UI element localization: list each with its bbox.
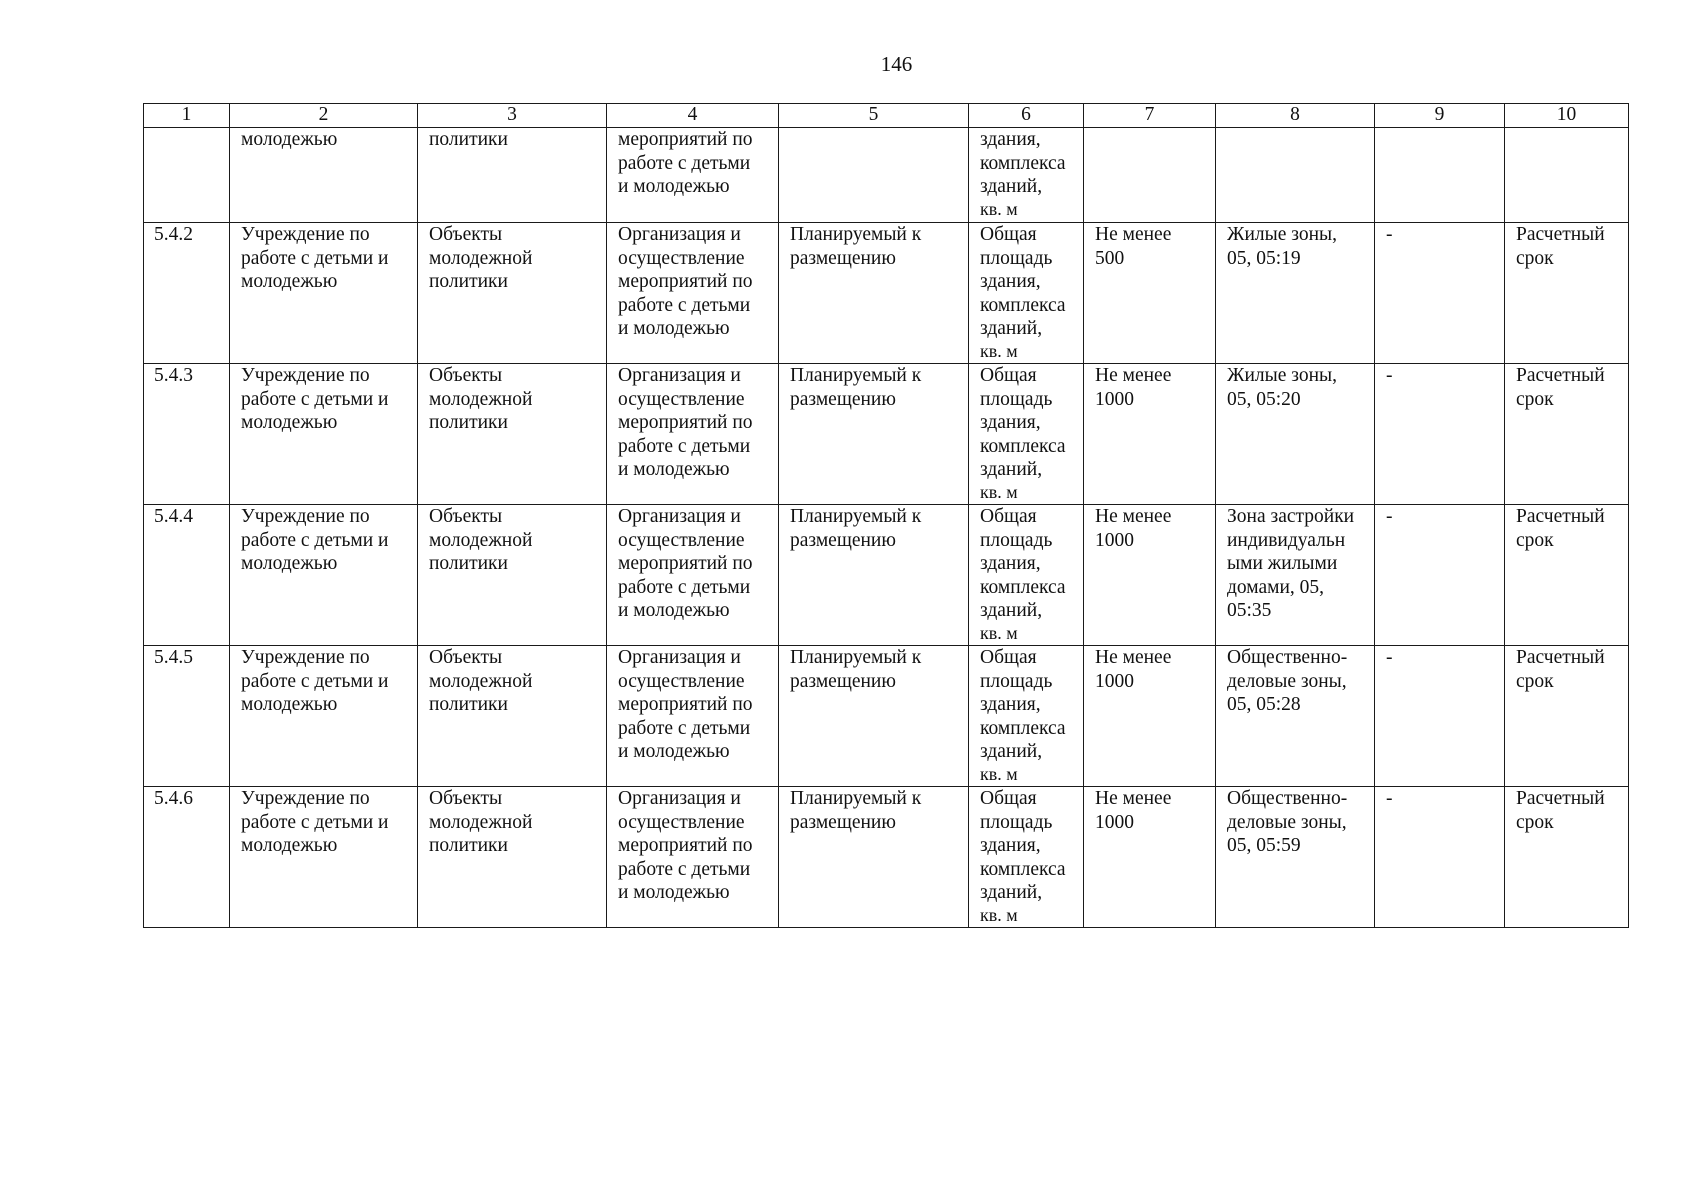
table-cell: Организация и осуществление мероприятий по работе с детьми и молодежью: [607, 646, 779, 787]
table-cell: политики: [418, 128, 607, 223]
table-cell: здания, комплекса зданий, кв. м: [969, 128, 1084, 223]
table-cell: 5.4.3: [144, 364, 230, 505]
column-header: 3: [418, 104, 607, 128]
table-cell: Объекты молодежной политики: [418, 787, 607, 928]
table-row: [144, 364, 1629, 505]
table-row: [144, 787, 1629, 928]
table-cell: Не менее 1000: [1084, 787, 1216, 928]
table-cell: Расчетный срок: [1505, 505, 1629, 646]
table-cell: Расчетный срок: [1505, 646, 1629, 787]
column-header: 7: [1084, 104, 1216, 128]
table-cell: Общественно- деловые зоны, 05, 05:28: [1216, 646, 1375, 787]
table-cell: Зона застройки индивидуальн ыми жилыми домами, 05, 05:35: [1216, 505, 1375, 646]
table-cell: Объекты молодежной политики: [418, 646, 607, 787]
table-row: [144, 646, 1629, 787]
page-number: 146: [880, 52, 913, 76]
column-header: 1: [144, 104, 230, 128]
table-cell: Организация и осуществление мероприятий по работе с детьми и молодежью: [607, 223, 779, 364]
table-cell: Жилые зоны, 05, 05:20: [1216, 364, 1375, 505]
table-cell: Учреждение по работе с детьми и молодежью: [230, 646, 418, 787]
area-unit: кв. м: [980, 622, 1018, 643]
table-cell: Объекты молодежной политики: [418, 223, 607, 364]
table-row: [144, 223, 1629, 364]
table-cell: -: [1375, 505, 1505, 646]
table-cell: -: [1375, 223, 1505, 364]
table-cell: Общая площадь здания, комплекса зданий, кв. м: [969, 646, 1084, 787]
table-cell: Расчетный срок: [1505, 223, 1629, 364]
table-cell: Общая площадь здания, комплекса зданий, кв. м: [969, 223, 1084, 364]
table-cell: [1505, 128, 1629, 223]
table-cell: Организация и осуществление мероприятий по работе с детьми и молодежью: [607, 787, 779, 928]
column-header: 9: [1375, 104, 1505, 128]
column-header: 10: [1505, 104, 1629, 128]
table-row-continuation: [144, 128, 1629, 223]
table-cell: Организация и осуществление мероприятий по работе с детьми и молодежью: [607, 364, 779, 505]
column-header: 2: [230, 104, 418, 128]
column-header: 5: [779, 104, 969, 128]
table-cell: Учреждение по работе с детьми и молодежью: [230, 505, 418, 646]
table-cell: -: [1375, 364, 1505, 505]
table-cell: -: [1375, 646, 1505, 787]
table-cell: -: [1375, 787, 1505, 928]
table-cell: Планируемый к размещению: [779, 364, 969, 505]
table-cell: Не менее 1000: [1084, 364, 1216, 505]
table-cell: 5.4.5: [144, 646, 230, 787]
table-cell: [144, 128, 230, 223]
table-cell: Учреждение по работе с детьми и молодежью: [230, 223, 418, 364]
table-cell: Не менее 1000: [1084, 646, 1216, 787]
table-cell: мероприятий по работе с детьми и молодежью: [607, 128, 779, 223]
table-cell: Организация и осуществление мероприятий по работе с детьми и молодежью: [607, 505, 779, 646]
table-cell: [779, 128, 969, 223]
table-cell: [1375, 128, 1505, 223]
table-cell: Планируемый к размещению: [779, 646, 969, 787]
table-cell: Планируемый к размещению: [779, 223, 969, 364]
table-cell: Расчетный срок: [1505, 364, 1629, 505]
data-table: [143, 103, 1629, 928]
table-cell: [1216, 128, 1375, 223]
area-unit: кв. м: [980, 340, 1018, 361]
table-cell: 5.4.2: [144, 223, 230, 364]
table-cell: Планируемый к размещению: [779, 787, 969, 928]
table-cell: Учреждение по работе с детьми и молодежью: [230, 364, 418, 505]
table-cell: Расчетный срок: [1505, 787, 1629, 928]
area-unit: кв. м: [980, 763, 1018, 784]
table-cell: 5.4.4: [144, 505, 230, 646]
table-cell: молодежью: [230, 128, 418, 223]
table-row: [144, 505, 1629, 646]
table-cell: Не менее 1000: [1084, 505, 1216, 646]
table-cell: Объекты молодежной политики: [418, 505, 607, 646]
header-row: [144, 104, 1629, 128]
table-cell: Не менее 500: [1084, 223, 1216, 364]
area-unit: кв. м: [980, 481, 1018, 502]
table-cell: Жилые зоны, 05, 05:19: [1216, 223, 1375, 364]
column-header: 6: [969, 104, 1084, 128]
column-header: 8: [1216, 104, 1375, 128]
table-cell: Общая площадь здания, комплекса зданий, кв. м: [969, 364, 1084, 505]
area-unit: кв. м: [980, 198, 1018, 219]
table-cell: Общая площадь здания, комплекса зданий, кв. м: [969, 787, 1084, 928]
table-cell: Общая площадь здания, комплекса зданий, кв. м: [969, 505, 1084, 646]
table-cell: 5.4.6: [144, 787, 230, 928]
area-unit: кв. м: [980, 904, 1018, 925]
table-cell: [1084, 128, 1216, 223]
table-cell: Объекты молодежной политики: [418, 364, 607, 505]
table-cell: Учреждение по работе с детьми и молодежью: [230, 787, 418, 928]
column-header: 4: [607, 104, 779, 128]
table-cell: Общественно- деловые зоны, 05, 05:59: [1216, 787, 1375, 928]
table-cell: Планируемый к размещению: [779, 505, 969, 646]
